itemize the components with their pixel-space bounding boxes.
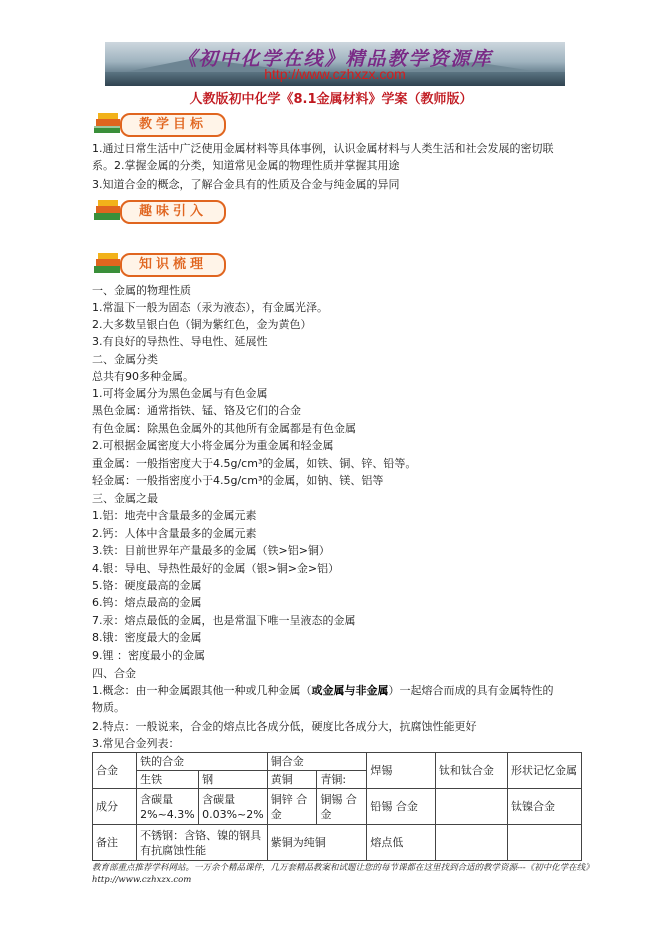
list-item: 2.可根据金属密度大小将金属分为重金属和轻金属 (92, 439, 334, 452)
table-cell (507, 825, 581, 861)
table-cell: 铜锡 合金 (317, 789, 367, 825)
section-heading: 四、合金 (92, 667, 136, 680)
table-cell: 青铜: (317, 771, 367, 789)
list-item: 2.特点：一般说来，合金的熔点比各成分低，硬度比各成分大，抗腐蚀性能更好 (92, 720, 477, 733)
table-cell: 备注 (93, 825, 137, 861)
list-item: 8.锇：密度最大的金属 (92, 631, 202, 644)
goals-paragraph-2: 3.知道合金的概念，了解合金具有的性质及合金与纯金属的异同 (92, 178, 400, 191)
definition-text: 1.概念：由一种金属跟其他一种或几种金属（ (92, 684, 312, 697)
definition-emphasis: 或金属与非金属 (311, 684, 389, 697)
table-cell: 铜合金 (267, 753, 367, 771)
list-item: 6.钨：熔点最高的金属 (92, 596, 202, 609)
table-cell: 紫铜为纯铜 (267, 825, 367, 861)
table-cell (435, 789, 507, 825)
table-row (93, 753, 582, 771)
table-cell: 黄铜 (267, 771, 317, 789)
list-item: 2.大多数呈银白色（铜为紫红色，金为黄色） (92, 318, 312, 331)
list-item: 黑色金属：通常指铁、锰、铬及它们的合金 (92, 404, 301, 417)
list-item: 1.常温下一般为固态（汞为液态），有金属光泽。 (92, 301, 328, 314)
table-cell: 钢 (199, 771, 268, 789)
table-cell: 钛和钛合金 (435, 753, 507, 789)
list-item: 5.铬：硬度最高的金属 (92, 579, 202, 592)
section-heading: 二、金属分类 (92, 353, 158, 366)
section-header-goals (92, 110, 232, 136)
table-cell: 铜锌 合金 (267, 789, 317, 825)
table-cell: 铁的合金 (137, 753, 268, 771)
list-item: 3.铁：目前世界年产量最多的金属（铁>铝>铜） (92, 544, 330, 557)
table-cell: 钛镍合金 (507, 789, 581, 825)
list-item: 4.银：导电、导热性最好的金属（银>铜>金>铝） (92, 562, 340, 575)
list-item: 轻金属：一般指密度小于4.5g/cm³的金属，如钠、镁、铝等 (92, 474, 384, 487)
alloy-definition (92, 682, 562, 716)
list-item: 2.钙：人体中含量最多的金属元素 (92, 527, 257, 540)
alloy-table (92, 752, 582, 861)
list-item: 3.有良好的导热性、导电性、延展性 (92, 335, 268, 348)
table-cell: 形状记忆金属 (507, 753, 581, 789)
section-label: 教学目标 (120, 113, 226, 137)
header-banner (105, 42, 565, 86)
banner-url[interactable]: http://www.czhxzx.com (264, 66, 406, 82)
table-cell: 铅锡 合金 (367, 789, 435, 825)
section-header-intro (92, 197, 232, 223)
table-cell: 含碳量 2%~4.3% (137, 789, 199, 825)
table-cell: 焊锡 (367, 753, 435, 789)
table-cell: 熔点低 (367, 825, 435, 861)
section-heading: 三、金属之最 (92, 492, 158, 505)
list-item: 重金属：一般指密度大于4.5g/cm³的金属，如铁、铜、锌、铅等。 (92, 457, 417, 470)
table-row (93, 789, 582, 825)
list-item: 总共有90多种金属。 (92, 370, 194, 383)
table-cell: 成分 (93, 789, 137, 825)
section-header-knowledge (92, 250, 232, 276)
section-heading: 一、金属的物理性质 (92, 284, 191, 297)
list-item: 1.可将金属分为黑色金属与有色金属 (92, 387, 268, 400)
page-title: 人教版初中化学《8.1金属材料》学案（教师版） (189, 92, 473, 107)
section-label: 趣味引入 (120, 200, 226, 224)
definition-text: ）一起熔合而成的具有金属特性的物质。 (92, 684, 554, 714)
table-cell: 生铁 (137, 771, 199, 789)
page-footer: 教育部重点推荐学科网站。一万余个精品课件，几万套精品教案和试题让您的每节课都在这里找到合适的教学资源---《初中化学在线》http://www.czhxzx.com (92, 863, 590, 885)
section-label: 知识梳理 (120, 253, 226, 277)
goals-paragraph-1: 1.通过日常生活中广泛使用金属材料等具体事例，认识金属材料与人类生活和社会发展的密切联系。2.掌握金属的分类，知道常见金属的物理性质并掌握其用途 (92, 142, 554, 172)
list-item: 3.常见合金列表： (92, 737, 180, 750)
list-item: 7.汞：熔点最低的金属，也是常温下唯一呈液态的金属 (92, 614, 356, 627)
list-item: 1.铝：地壳中含量最多的金属元素 (92, 509, 257, 522)
table-row (93, 825, 582, 861)
banner-title: 《初中化学在线》精品教学资源库 (177, 48, 493, 70)
table-cell: 合金 (93, 753, 137, 789)
table-cell: 含碳量 0.03%~2% (199, 789, 268, 825)
table-cell: 不锈钢：含铬、镍的钢具有抗腐蚀性能 (137, 825, 268, 861)
list-item: 9.锂 ：密度最小的金属 (92, 649, 205, 662)
table-cell (435, 825, 507, 861)
list-item: 有色金属：除黑色金属外的其他所有金属都是有色金属 (92, 422, 356, 435)
